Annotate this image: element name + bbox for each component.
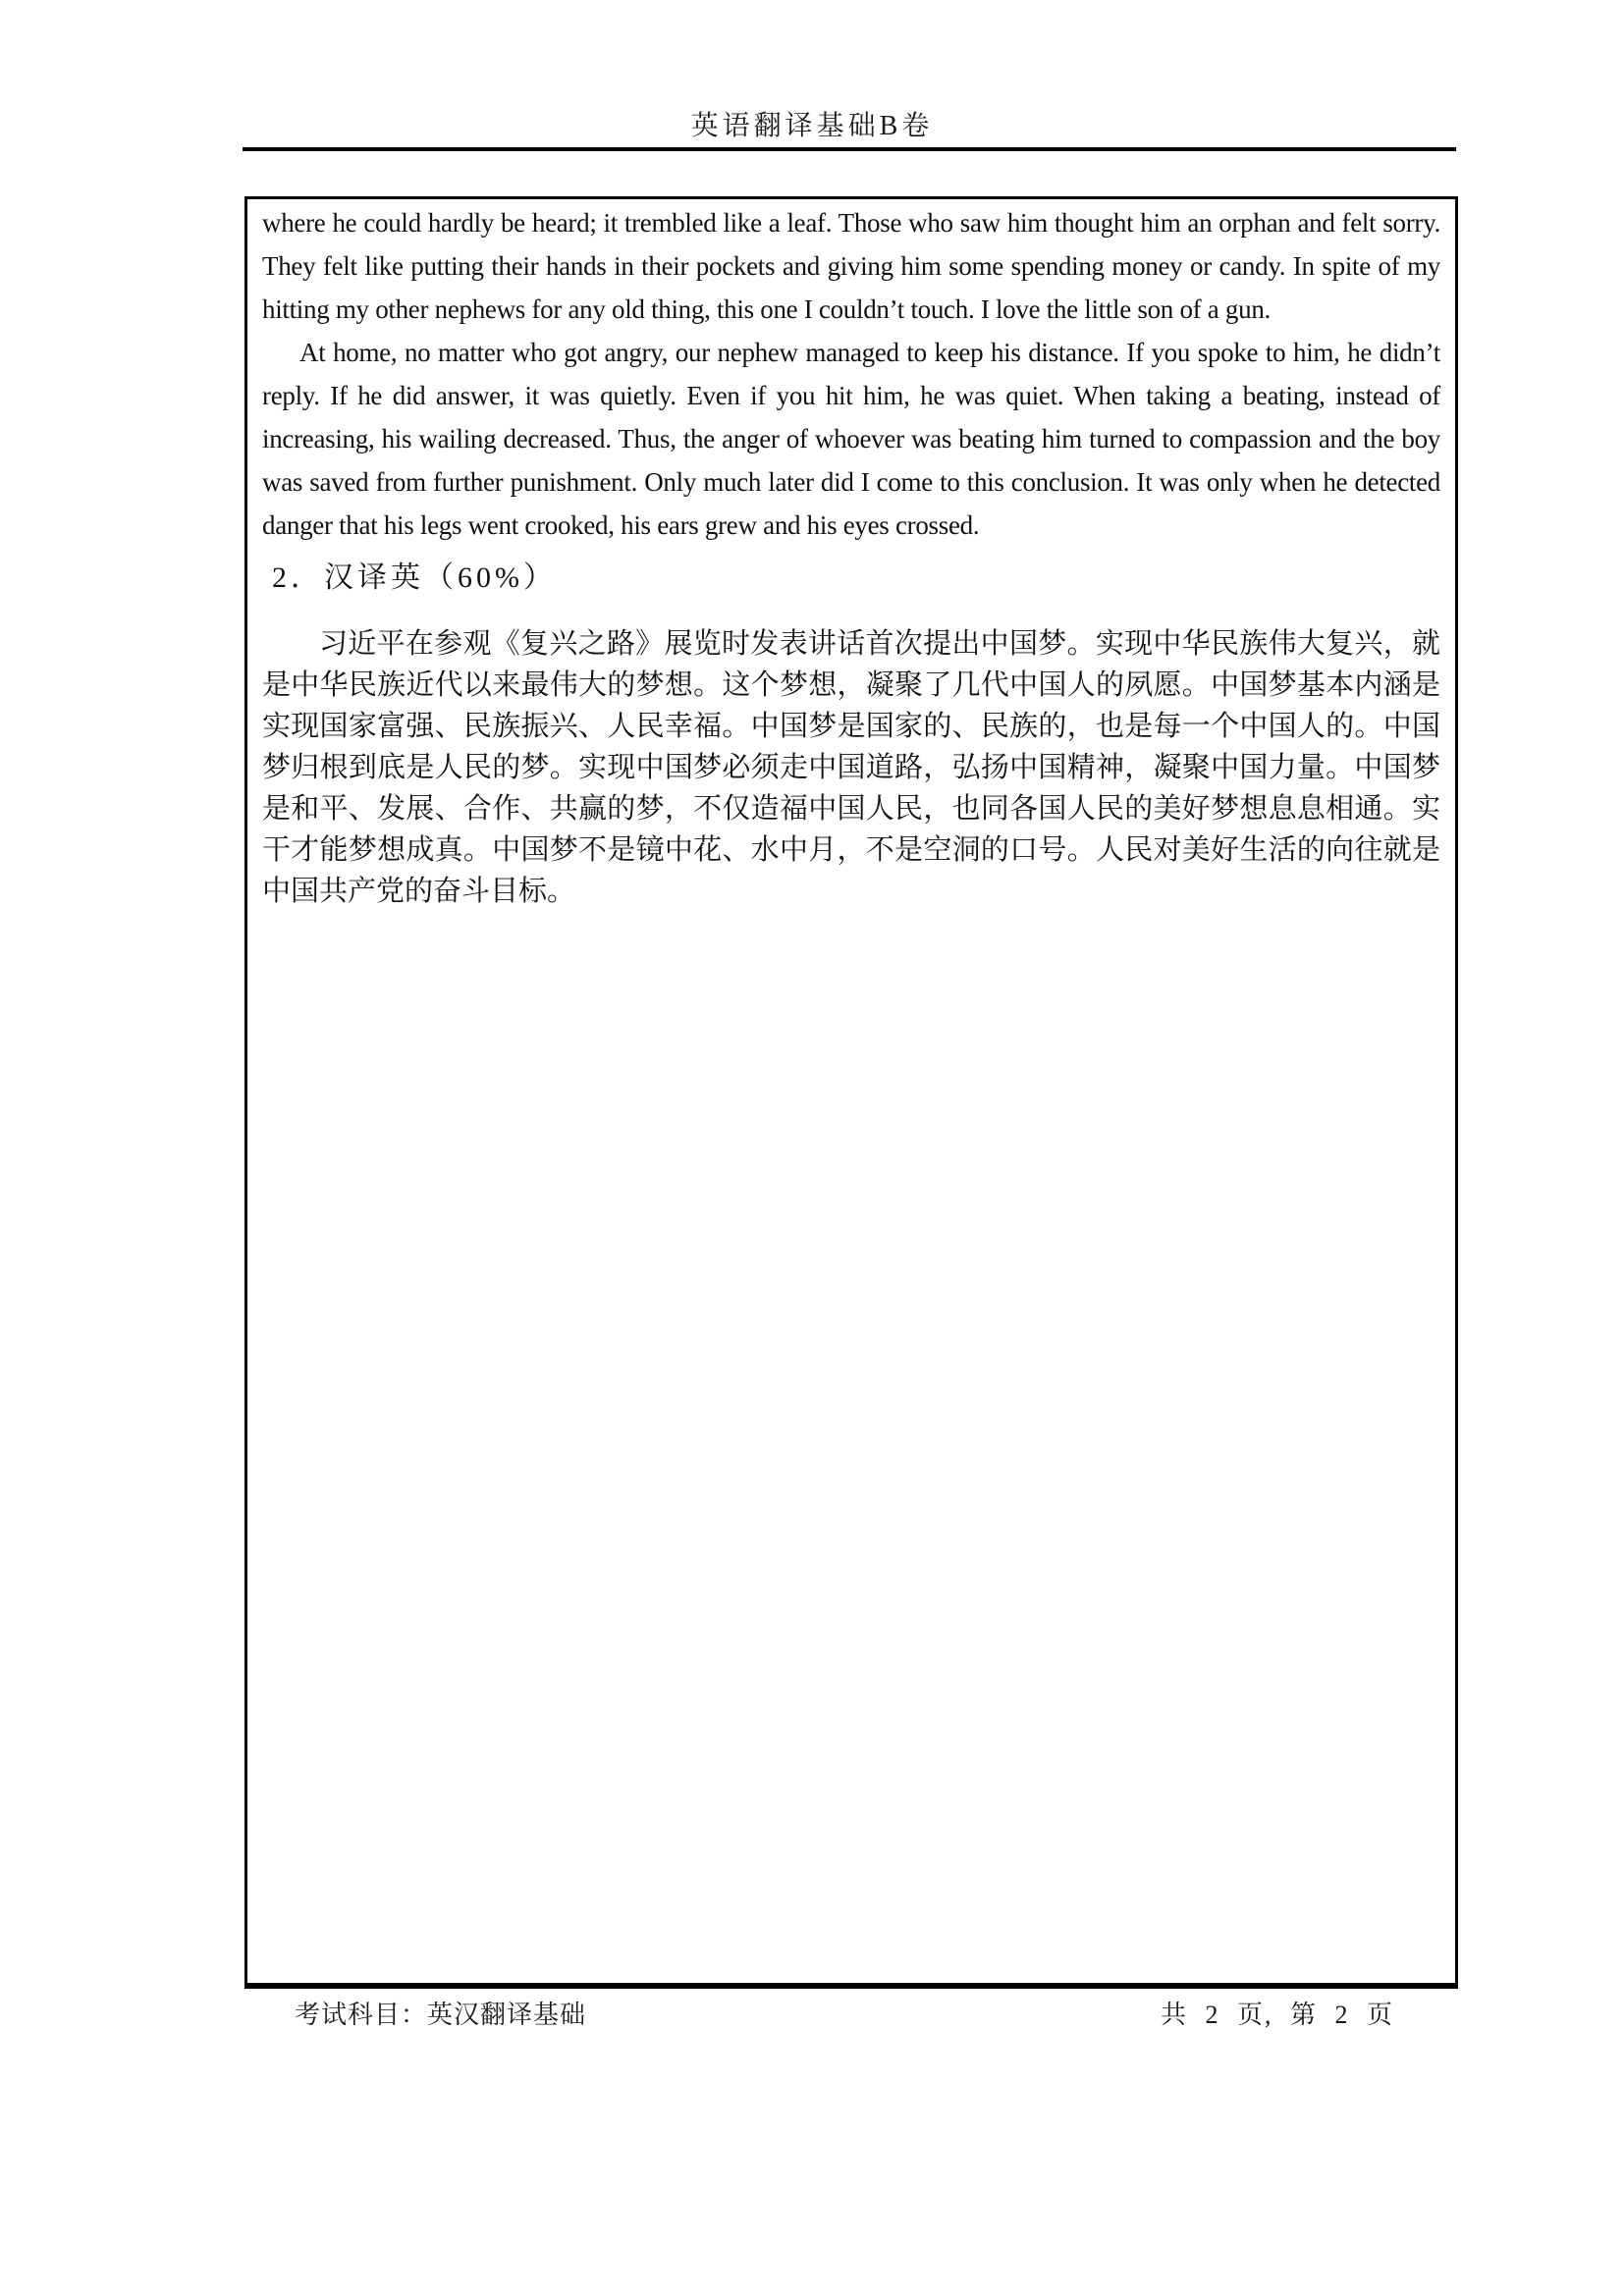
footer-page-number: 共 2 页, 第 2 页 xyxy=(1161,2001,1395,2029)
english-passage-paragraph-1: where he could hardly be heard; it trembled like a leaf. Those who saw him thought him an orphan and felt sorry. They felt like putting their hands in their pockets and giving him some spending money or candy. In spite of my hitting my other nephews for any old thing, this one I couldn’t touch. I love the little son of a gun. xyxy=(262,208,1440,324)
english-passage-paragraph-2: At home, no matter who got angry, our nephew managed to keep his distance. If you spoke to him, he didn’t reply. If he did answer, it was quietly. Even if you hit him, he was quiet. When taking a beating, instead of increasing, his wailing decreased. Thus, the anger of whoever was beating him turned to compassion and the boy was saved from further punishment. Only much later did I come to this conclusion. It was only when he detected danger that his legs went crooked, his ears grew and his eyes crossed. xyxy=(262,338,1440,540)
header-divider-rule xyxy=(243,147,1456,151)
exam-content-box xyxy=(244,196,1458,1989)
chinese-passage-paragraph: 习近平在参观《复兴之路》展览时发表讲话首次提出中国梦。实现中华民族伟大复兴，就是中华民族近代以来最伟大的梦想。这个梦想，凝聚了几代中国人的夙愿。中国梦基本内涵是实现国家富强、民族振兴、人民幸福。中国梦是国家的、民族的，也是每一个中国人的。中国梦归根到底是人民的梦。实现中国梦必须走中国道路，弘扬中国精神，凝聚中国力量。中国梦是和平、发展、合作、共赢的梦，不仅造福中国人民，也同各国人民的美好梦想息息相通。实干才能梦想成真。中国梦不是镜中花、水中月，不是空洞的口号。人民对美好生活的向往就是中国共产党的奋斗目标。 xyxy=(262,628,1440,907)
page-header-title: 英语翻译基础B卷 xyxy=(690,111,934,141)
section-2-heading: 2．汉译英（60%） xyxy=(272,561,557,594)
footer-exam-subject: 考试科目：英汉翻译基础 xyxy=(295,2001,587,2029)
